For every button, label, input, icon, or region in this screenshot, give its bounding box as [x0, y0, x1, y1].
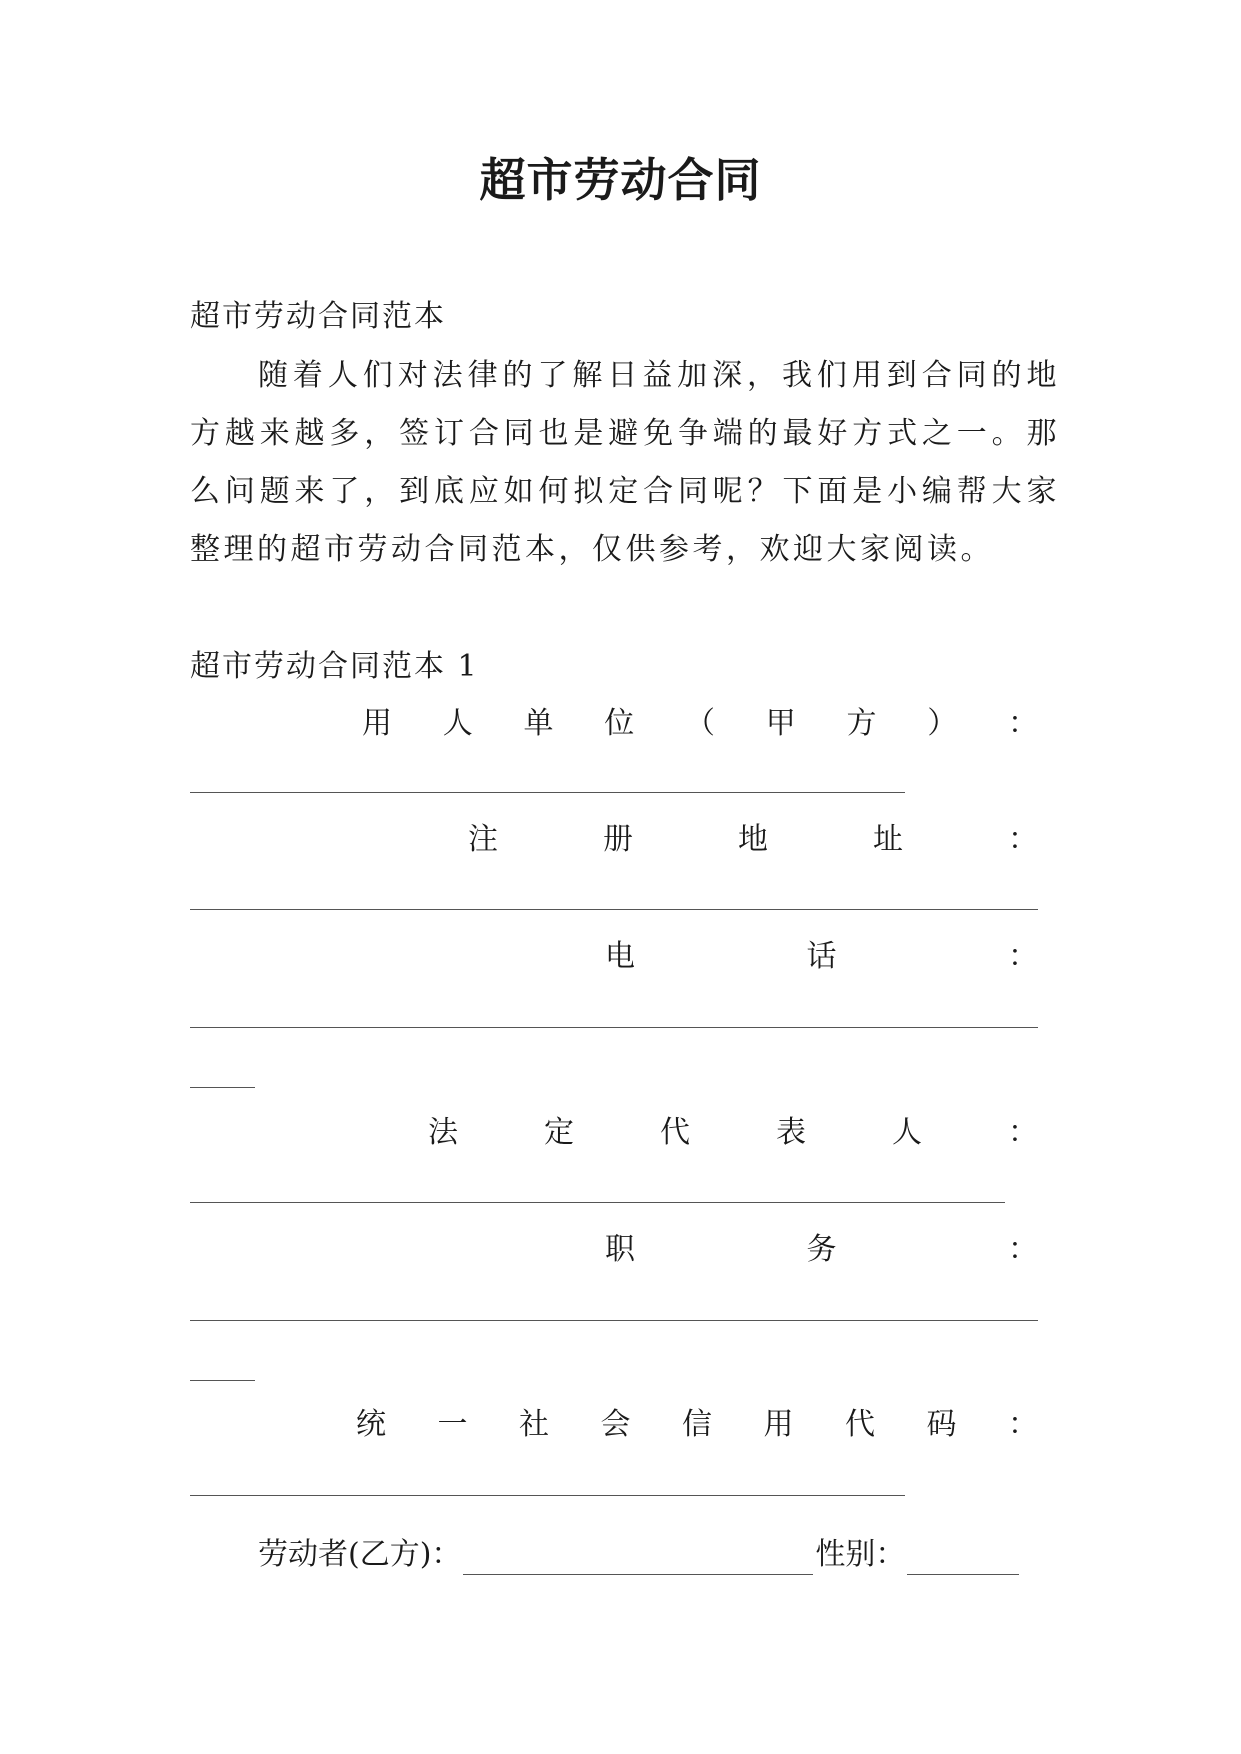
address-label: 注 册 地 址 ： — [468, 822, 1038, 857]
worker-label: 劳动者(乙方)： — [258, 1537, 462, 1572]
section-heading: 超市劳动合同范本 1 — [190, 649, 479, 684]
phone-blank-cont[interactable] — [190, 1087, 255, 1088]
credit-code-blank[interactable] — [190, 1495, 905, 1496]
address-blank[interactable] — [190, 909, 1038, 910]
gender-label: 性别： — [815, 1537, 906, 1572]
legal-rep-label: 法 定 代 表 人 ： — [428, 1115, 1038, 1150]
legal-rep-blank[interactable] — [190, 1202, 1005, 1203]
position-label: 职 务 ： — [605, 1232, 1038, 1267]
position-blank-cont[interactable] — [190, 1380, 255, 1381]
worker-name-blank[interactable] — [463, 1542, 813, 1575]
gender-blank[interactable] — [907, 1542, 1019, 1575]
position-blank[interactable] — [190, 1320, 1038, 1321]
document-title: 超市劳动合同 — [479, 153, 762, 207]
employer-blank[interactable] — [190, 792, 905, 793]
phone-blank[interactable] — [190, 1027, 1038, 1028]
worker-row — [258, 1535, 1021, 1575]
credit-code-label: 统 一 社 会 信 用 代 码 ： — [356, 1407, 1038, 1442]
intro-paragraph: 随着人们对法律的了解日益加深，我们用到合同的地方越来越多，签订合同也是避免争端的最好方式之一。那么问题来了，到底应如何拟定合同呢？下面是小编帮大家整理的超市劳动合同范本，仅供参考，欢迎大家阅读。 — [190, 358, 1060, 567]
phone-label: 电 话 ： — [605, 939, 1038, 974]
employer-label: 用 人 单 位 （ 甲 方 ） ： — [362, 706, 1038, 741]
document-subtitle: 超市劳动合同范本 — [190, 299, 446, 334]
